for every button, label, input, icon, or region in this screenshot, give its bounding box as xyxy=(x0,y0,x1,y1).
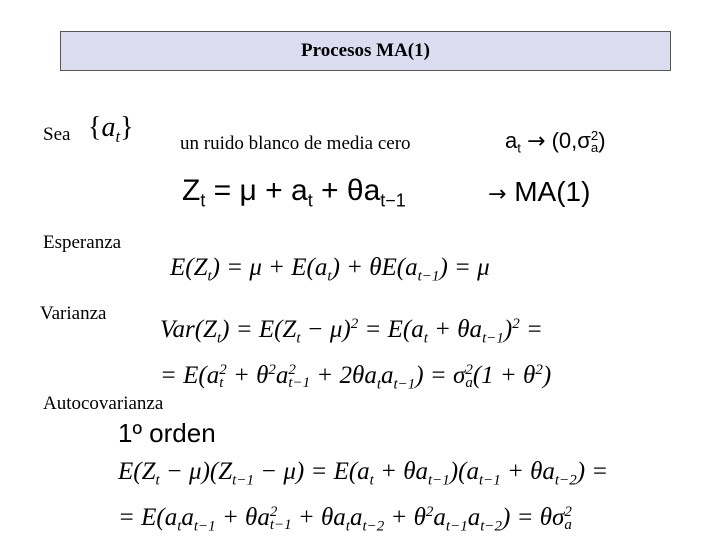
sequence-a-t: $\{a_t\}$ xyxy=(88,112,134,146)
variance-equation-line2: = E(a 2 t + $\theta^2a$ 2 t−1 + $2\theta a_ta_{t-1}) = \sigma$ 2 a $(1 + \theta^2)$ xyxy=(160,361,552,393)
variance-equation-line1: $Var(Z_t) = E(Z_t - \mu)^2 = E(a_t + \theta a_{t-1})^2$ = xyxy=(160,316,543,347)
ma1-label: MA(1) xyxy=(514,176,591,207)
expectation-equation: $E(Z_t) = \mu + E(a_t) + \theta E(a_{t-1}) = \mu$ xyxy=(170,254,490,285)
varianza-label: Varianza xyxy=(40,303,107,324)
title-box xyxy=(60,31,671,71)
noise-description: un ruido blanco de media cero xyxy=(180,133,411,154)
autocovariance-equation-line1: $E(Z_t - \mu)(Z_{t-1} - \mu) = E(a_t + \theta a_{t-1})(a_{t-1} + \theta a_{t-2})$ = xyxy=(118,458,609,489)
ma1-model-equation: $Z_t = \mu + a_t + \theta a_{t-1}$ xyxy=(182,174,406,211)
esperanza-label: Esperanza xyxy=(43,232,122,253)
ma1-arrow: → MA(1) xyxy=(488,176,591,207)
orden-label: 1º orden xyxy=(118,418,216,448)
slide-title: Procesos MA(1) xyxy=(301,40,430,61)
autocovarianza-label: Autocovarianza xyxy=(43,393,164,414)
autocovariance-equation-line2: = $E(a_ta_{t-1} + \theta a$ 2 t−1 + $\theta a_ta_{t-2} + \theta^2a_{t-1}a_{t-2}) = \theta\sigma$ 2 a xyxy=(118,503,572,535)
sea-label: Sea xyxy=(43,124,71,145)
noise-distribution: $a_t \to (0,\sigma$ 2 a ) xyxy=(505,128,606,156)
